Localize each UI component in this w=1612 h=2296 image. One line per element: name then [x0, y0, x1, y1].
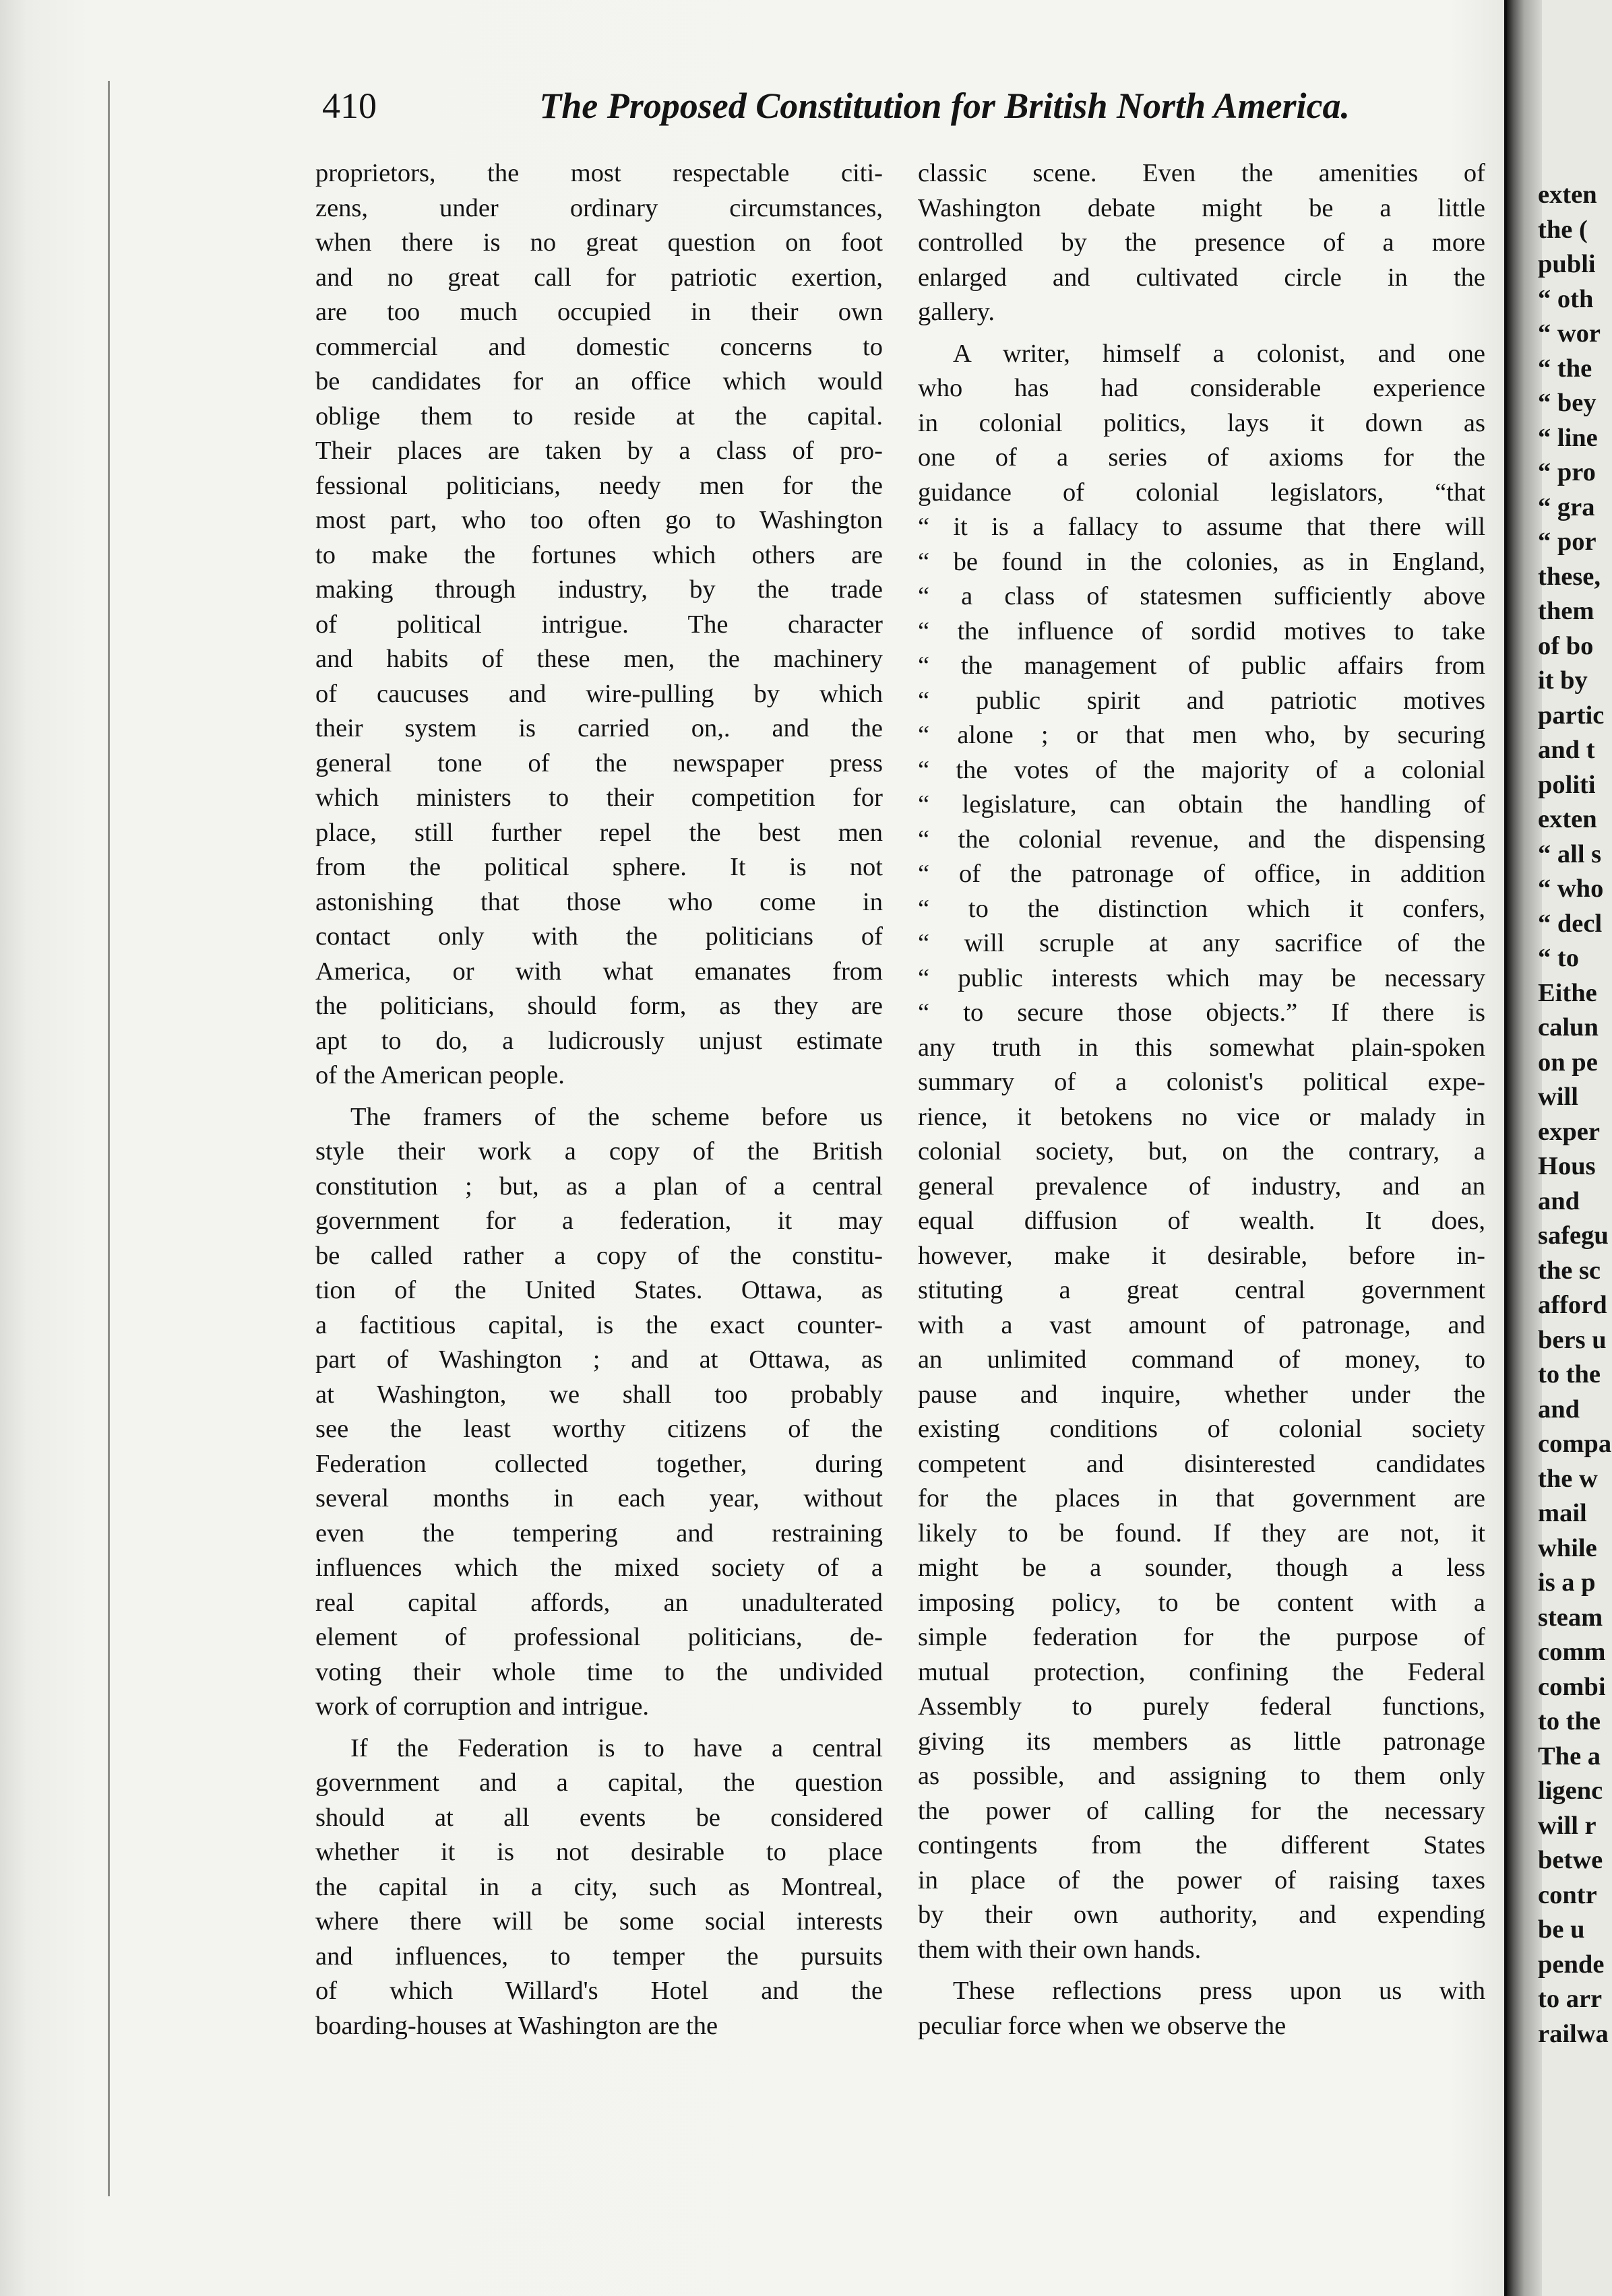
text-line: when there is no great question on foot [315, 228, 883, 257]
text-line: mutual protection, confining the Federal [918, 1657, 1485, 1686]
text-line: “ be found in the colonies, as in England, [918, 547, 1485, 576]
text-line: of which Willard's Hotel and the [315, 1977, 883, 2005]
text-line: “ to secure those objects.” If there is [918, 998, 1485, 1027]
text-line: apt to do, a ludicrously unjust estimate [315, 1026, 883, 1055]
text-line-fragment: exten [1538, 181, 1597, 209]
text-line: “ public spirit and patriotic motives [918, 686, 1485, 715]
text-line: a factitious capital, is the exact counter- [315, 1310, 883, 1339]
text-line: should at all events be considered [315, 1803, 883, 1832]
text-line-fragment: and t [1538, 736, 1595, 764]
text-line-fragment: steam [1538, 1603, 1603, 1632]
text-line: Their places are taken by a class of pro- [315, 437, 883, 465]
text-line: element of professional politicians, de- [315, 1623, 883, 1651]
text-line: from the political sphere. It is not [315, 853, 883, 881]
book-spine-shadow [1507, 0, 1542, 2296]
page-header [322, 75, 1350, 136]
text-line: summary of a colonist's political expe- [918, 1068, 1485, 1096]
text-line: as possible, and assigning to them only [918, 1762, 1485, 1790]
text-line-fragment: partic [1538, 701, 1605, 730]
text-line: classic scene. Even the amenities of [918, 159, 1485, 187]
text-line: The framers of the scheme before us [350, 1102, 883, 1131]
text-line-fragment: publi [1538, 250, 1596, 278]
text-line-fragment: to the [1538, 1360, 1601, 1389]
text-line-fragment: The a [1538, 1742, 1601, 1771]
text-line-fragment: it by [1538, 666, 1588, 695]
text-line: style their work a copy of the British [315, 1137, 883, 1166]
text-line-fragment: politi [1538, 770, 1596, 799]
text-line-fragment: on pe [1538, 1048, 1598, 1077]
text-line: government and a capital, the question [315, 1768, 883, 1797]
text-line-fragment: them [1538, 597, 1594, 625]
text-line: “ it is a fallacy to assume that there will [918, 513, 1485, 541]
text-line: which ministers to their competition for [315, 784, 883, 812]
text-line: likely to be found. If they are not, it [918, 1519, 1485, 1548]
text-line: constitution ; but, as a plan of a central [315, 1172, 883, 1201]
text-line: “ to the distinction which it confers, [918, 894, 1485, 923]
text-line: gallery. [918, 298, 995, 326]
text-line: A writer, himself a colonist, and one [953, 339, 1485, 368]
text-line: even the tempering and restraining [315, 1519, 883, 1548]
text-column-next-page-fragment [1538, 178, 1612, 2199]
text-line-fragment: “ por [1538, 528, 1596, 556]
text-line: equal diffusion of wealth. It does, [918, 1207, 1485, 1235]
text-line: general prevalence of industry, and an [918, 1172, 1485, 1201]
text-line-fragment: “ wor [1538, 319, 1601, 348]
text-line: “ legislature, can obtain the handling of [918, 790, 1485, 819]
text-line-fragment: exper [1538, 1117, 1600, 1146]
text-line: are too much occupied in their own [315, 298, 883, 326]
text-line: Federation collected together, during [315, 1449, 883, 1478]
text-line-fragment: combi [1538, 1672, 1606, 1701]
text-line: an unlimited command of money, to [918, 1345, 1485, 1374]
text-line: several months in each year, without [315, 1484, 883, 1512]
text-line-fragment: is a p [1538, 1568, 1596, 1597]
text-line-fragment: the ( [1538, 215, 1588, 244]
text-line: If the Federation is to have a central [350, 1733, 883, 1762]
text-line: tion of the United States. Ottawa, as [315, 1276, 883, 1304]
text-line: in colonial politics, lays it down as [918, 408, 1485, 437]
text-line: any truth in this somewhat plain-spoken [918, 1033, 1485, 1062]
text-column-right [918, 156, 1485, 2043]
text-line: astonishing that those who come in [315, 887, 883, 916]
text-line-fragment: calun [1538, 1013, 1599, 1042]
text-line: one of a series of axioms for the [918, 443, 1485, 472]
text-line-fragment: will r [1538, 1811, 1596, 1840]
text-line-fragment: be u [1538, 1915, 1585, 1944]
text-line-fragment: Eithe [1538, 978, 1597, 1007]
text-line-fragment: “ to [1538, 944, 1579, 972]
text-line-fragment: “ all s [1538, 839, 1602, 868]
text-line-fragment: to the [1538, 1707, 1601, 1735]
text-line-fragment: and [1538, 1395, 1580, 1424]
text-line-fragment: “ bey [1538, 389, 1596, 417]
text-line-fragment: “ line [1538, 423, 1598, 452]
text-line: “ the colonial revenue, and the dispensing [918, 825, 1485, 854]
text-line-fragment: the sc [1538, 1256, 1601, 1285]
text-line: and influences, to temper the pursuits [315, 1942, 883, 1971]
text-line: America, or with what emanates from [315, 957, 883, 986]
text-line: imposing policy, to be content with a [918, 1588, 1485, 1617]
text-line: existing conditions of colonial society [918, 1415, 1485, 1443]
text-line: rience, it betokens no vice or malady in [918, 1102, 1485, 1131]
text-line: “ of the patronage of office, in addition [918, 860, 1485, 888]
text-line-fragment: “ oth [1538, 284, 1594, 313]
text-line-fragment: while [1538, 1533, 1597, 1562]
text-line: guidance of colonial legislators, “that [918, 478, 1485, 507]
text-line: of caucuses and wire-pulling by which [315, 679, 883, 708]
running-title: The Proposed Constitution for British North America. [539, 86, 1350, 126]
text-line: by their own authority, and expending [918, 1901, 1485, 1929]
text-line: government for a federation, it may [315, 1207, 883, 1235]
text-line: boarding-houses at Washington are the [315, 2011, 718, 2040]
text-line: be candidates for an office which would [315, 367, 883, 395]
text-line: These reflections press upon us with [953, 1977, 1485, 2005]
text-line: “ the influence of sordid motives to take [918, 616, 1485, 645]
text-line: however, make it desirable, before in- [918, 1241, 1485, 1270]
text-line-fragment: “ the [1538, 354, 1592, 383]
paragraph-gap [315, 1725, 883, 1731]
text-line: giving its members as little patronage [918, 1727, 1485, 1756]
text-line-fragment: will [1538, 1083, 1578, 1111]
text-line-fragment: Hous [1538, 1152, 1596, 1180]
text-line: “ the management of public affairs from [918, 651, 1485, 680]
text-line: and habits of these men, the machinery [315, 645, 883, 673]
page-edge-rule [108, 81, 110, 2196]
text-line: fessional politicians, needy men for the [315, 471, 883, 500]
text-line: voting their whole time to the undivided [315, 1657, 883, 1686]
text-line: controlled by the presence of a more [918, 228, 1485, 257]
text-line: commercial and domestic concerns to [315, 332, 883, 361]
text-line: in place of the power of raising taxes [918, 1865, 1485, 1894]
text-line: oblige them to reside at the capital. [315, 402, 883, 430]
text-line-fragment: the w [1538, 1464, 1598, 1493]
text-line: the power of calling for the necessary [918, 1796, 1485, 1825]
text-line: general tone of the newspaper press [315, 748, 883, 777]
text-line: real capital affords, an unadulterated [315, 1588, 883, 1617]
text-line: “ alone ; or that men who, by securing [918, 721, 1485, 749]
text-line-fragment: betwe [1538, 1846, 1603, 1874]
text-line: work of corruption and intrigue. [315, 1692, 650, 1721]
text-line: Assembly to purely federal functions, [918, 1692, 1485, 1721]
text-line: be called rather a copy of the constitu- [315, 1241, 883, 1270]
text-line: place, still further repel the best men [315, 818, 883, 847]
text-line: competent and disinterested candidates [918, 1449, 1485, 1478]
text-line: of the American people. [315, 1061, 565, 1089]
text-line: proprietors, the most respectable citi- [315, 159, 883, 187]
text-line-fragment: to arr [1538, 1985, 1603, 2013]
text-line: the politicians, should form, as they are [315, 992, 883, 1020]
text-line: most part, who too often go to Washington [315, 506, 883, 534]
text-line-fragment: compa [1538, 1430, 1612, 1458]
text-line: stituting a great central government [918, 1276, 1485, 1304]
text-line: contact only with the politicians of [315, 922, 883, 951]
text-line: to make the fortunes which others are [315, 540, 883, 569]
text-line: peculiar force when we observe the [918, 2011, 1286, 2040]
text-line: “ a class of statesmen sufficiently above [918, 582, 1485, 610]
text-line: contingents from the different States [918, 1831, 1485, 1859]
text-line: of political intrigue. The character [315, 610, 883, 639]
text-line-fragment: contr [1538, 1880, 1597, 1909]
text-line-fragment: mail [1538, 1499, 1587, 1527]
paragraph-gap [315, 1093, 883, 1100]
text-line-fragment: afford [1538, 1291, 1607, 1319]
text-line-fragment: safegu [1538, 1221, 1609, 1250]
text-line-fragment: railwa [1538, 2019, 1609, 2048]
text-line: their system is carried on,. and the [315, 714, 883, 742]
text-line-fragment: exten [1538, 805, 1597, 833]
paragraph-gap [918, 330, 1485, 337]
text-line: colonial society, but, on the contrary, a [918, 1137, 1485, 1166]
text-line: whether it is not desirable to place [315, 1838, 883, 1866]
text-line: influences which the mixed society of a [315, 1554, 883, 1582]
text-line: them with their own hands. [918, 1935, 1202, 1964]
text-line-fragment: ligenc [1538, 1777, 1603, 1805]
page-number: 410 [322, 86, 377, 126]
text-line-fragment: “ who [1538, 874, 1604, 903]
text-line-fragment: of bo [1538, 631, 1594, 660]
text-line: zens, under ordinary circumstances, [315, 193, 883, 222]
text-line: see the least worthy citizens of the [315, 1415, 883, 1443]
text-line: might be a sounder, though a less [918, 1554, 1485, 1582]
text-line: who has had considerable experience [918, 374, 1485, 402]
text-line-fragment: “ gra [1538, 492, 1595, 521]
text-line-fragment: pende [1538, 1950, 1605, 1979]
text-line: “ will scruple at any sacrifice of the [918, 929, 1485, 957]
text-line: “ public interests which may be necessary [918, 963, 1485, 992]
text-line: simple federation for the purpose of [918, 1623, 1485, 1651]
text-line-fragment: bers u [1538, 1325, 1607, 1354]
text-column-left [315, 156, 883, 2043]
text-line: enlarged and cultivated circle in the [918, 263, 1485, 292]
text-line: the capital in a city, such as Montreal, [315, 1872, 883, 1901]
text-line: “ the votes of the majority of a colonial [918, 755, 1485, 784]
text-line-fragment: “ pro [1538, 458, 1596, 486]
text-line: part of Washington ; and at Ottawa, as [315, 1345, 883, 1374]
text-line: for the places in that government are [918, 1484, 1485, 1512]
text-line: at Washington, we shall too probably [315, 1380, 883, 1409]
text-line-fragment: and [1538, 1186, 1580, 1215]
text-line-fragment: “ decl [1538, 909, 1603, 938]
text-line: with a vast amount of patronage, and [918, 1310, 1485, 1339]
text-line: and no great call for patriotic exertion, [315, 263, 883, 292]
text-line: where there will be some social interests [315, 1907, 883, 1936]
text-line-fragment: comm [1538, 1638, 1606, 1666]
text-line-fragment: these, [1538, 562, 1601, 591]
paragraph-gap [918, 1967, 1485, 1974]
text-line: Washington debate might be a little [918, 193, 1485, 222]
text-line: making through industry, by the trade [315, 575, 883, 604]
text-line: pause and inquire, whether under the [918, 1380, 1485, 1409]
